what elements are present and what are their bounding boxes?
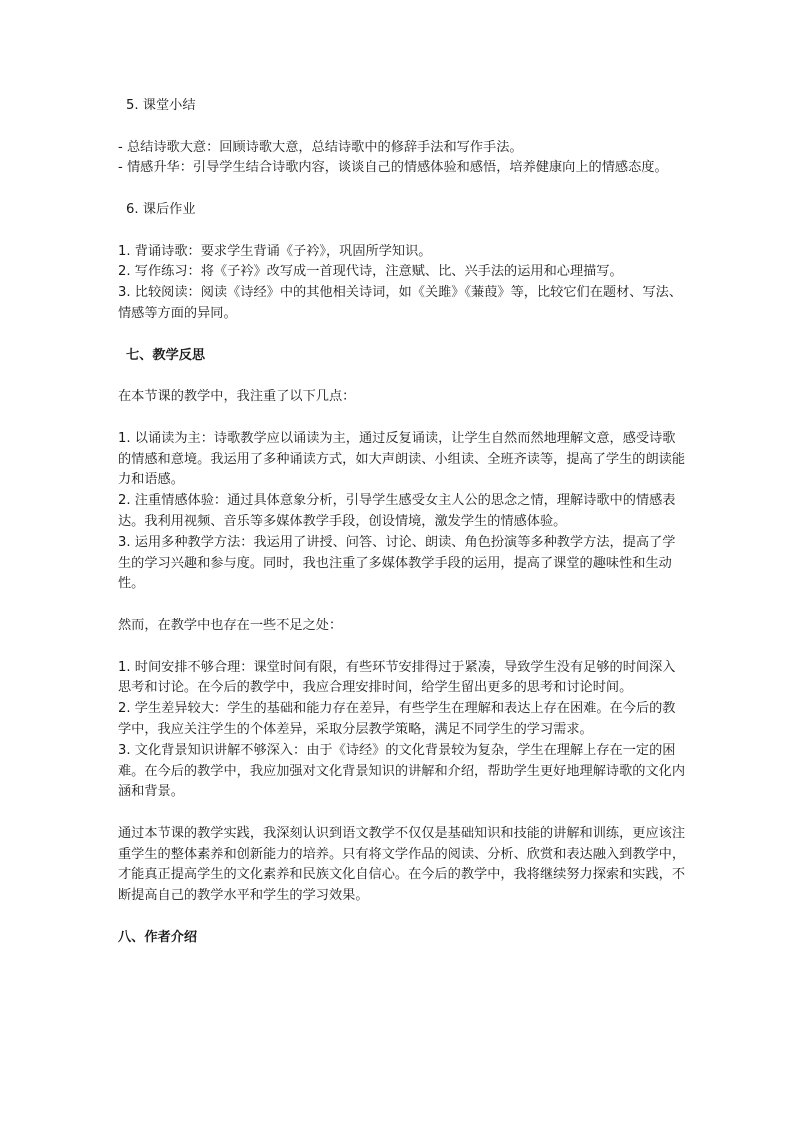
list-item: 3. 比较阅读：阅读《诗经》中的其他相关诗词，如《关雎》《蒹葭》等，比较它们在题材、写法、情感等方面的异同。 (118, 285, 683, 321)
paragraph: 然而，在教学中也存在一些不足之处： (118, 617, 343, 633)
list-item: - 总结诗歌大意：回顾诗歌大意，总结诗歌中的修辞手法和写作手法。 (118, 139, 523, 155)
list-item: 1. 背诵诗歌：要求学生背诵《子衿》，巩固所学知识。 (118, 243, 432, 259)
paragraph: 通过本节课的教学实践，我深刻认识到语文教学不仅仅是基础知识和技能的讲解和训练，更应该注重学生的整体素养和创新能力的培养。只有将文学作品的阅读、分析、欣赏和表达融入到教学中，才能真正提高学生的文化素养和民族文化自信心。在今后的教学中，我将继续努力探索和实践，不断提高自己的教学水平和学生的学习效果。 (118, 825, 686, 904)
list-item: 1. 时间安排不够合理：课堂时间有限，有些环节安排得过于紧凑，导致学生没有足够的时间深入思考和讨论。在今后的教学中，我应合理安排时间，给学生留出更多的思考和讨论时间。 (118, 659, 676, 696)
section-heading-class-summary: 5. 课堂小结 (126, 98, 196, 113)
section-heading-homework: 6. 课后作业 (126, 201, 196, 217)
list-item: 2. 写作练习：将《子衿》改写成一首现代诗，注意赋、比、兴手法的运用和心理描写。 (118, 264, 623, 280)
section-heading-teaching-reflection: 七、教学反思 (126, 347, 206, 363)
list-item: 2. 学生差异较大：学生的基础和能力存在差异，有些学生在理解和表达上存在困难。在今后的教学中，我应关注学生的个体差异，采取分层教学策略，满足不同学生的学习需求。 (118, 701, 676, 737)
list-item: 3. 文化背景知识讲解不够深入：由于《诗经》的文化背景较为复杂，学生在理解上存在一定的困难。在今后的教学中，我应加强对文化背景知识的讲解和介绍，帮助学生更好地理解诗歌的文化内涵和背景。 (118, 742, 686, 800)
list-item: - 情感升华：引导学生结合诗歌内容，谈谈自己的情感体验和感悟，培养健康向上的情感态度。 (118, 160, 668, 176)
section-heading-author-intro: 八、作者介绍 (118, 929, 198, 945)
list-item: 3. 运用多种教学方法：我运用了讲授、问答、讨论、朗读、角色扮演等多种教学方法，提高了学生的学习兴趣和参与度。同时，我也注重了多媒体教学手段的运用，提高了课堂的趣味性和生动性。 (118, 534, 676, 592)
list-item: 2. 注重情感体验：通过具体意象分析，引导学生感受女主人公的思念之情，理解诗歌中的情感表达。我利用视频、音乐等多媒体教学手段，创设情境，激发学生的情感体验。 (118, 493, 676, 529)
document-page (118, 96, 688, 949)
paragraph: 在本节课的教学中，我注重了以下几点： (118, 389, 356, 405)
list-item: 1. 以诵读为主：诗歌教学应以诵读为主，通过反复诵读，让学生自然而然地理解文意，感受诗歌的情感和意境。我运用了多种诵读方式，如大声朗读、小组读、全班齐读等，提高了学生的朗读能力和语感。 (118, 430, 686, 488)
